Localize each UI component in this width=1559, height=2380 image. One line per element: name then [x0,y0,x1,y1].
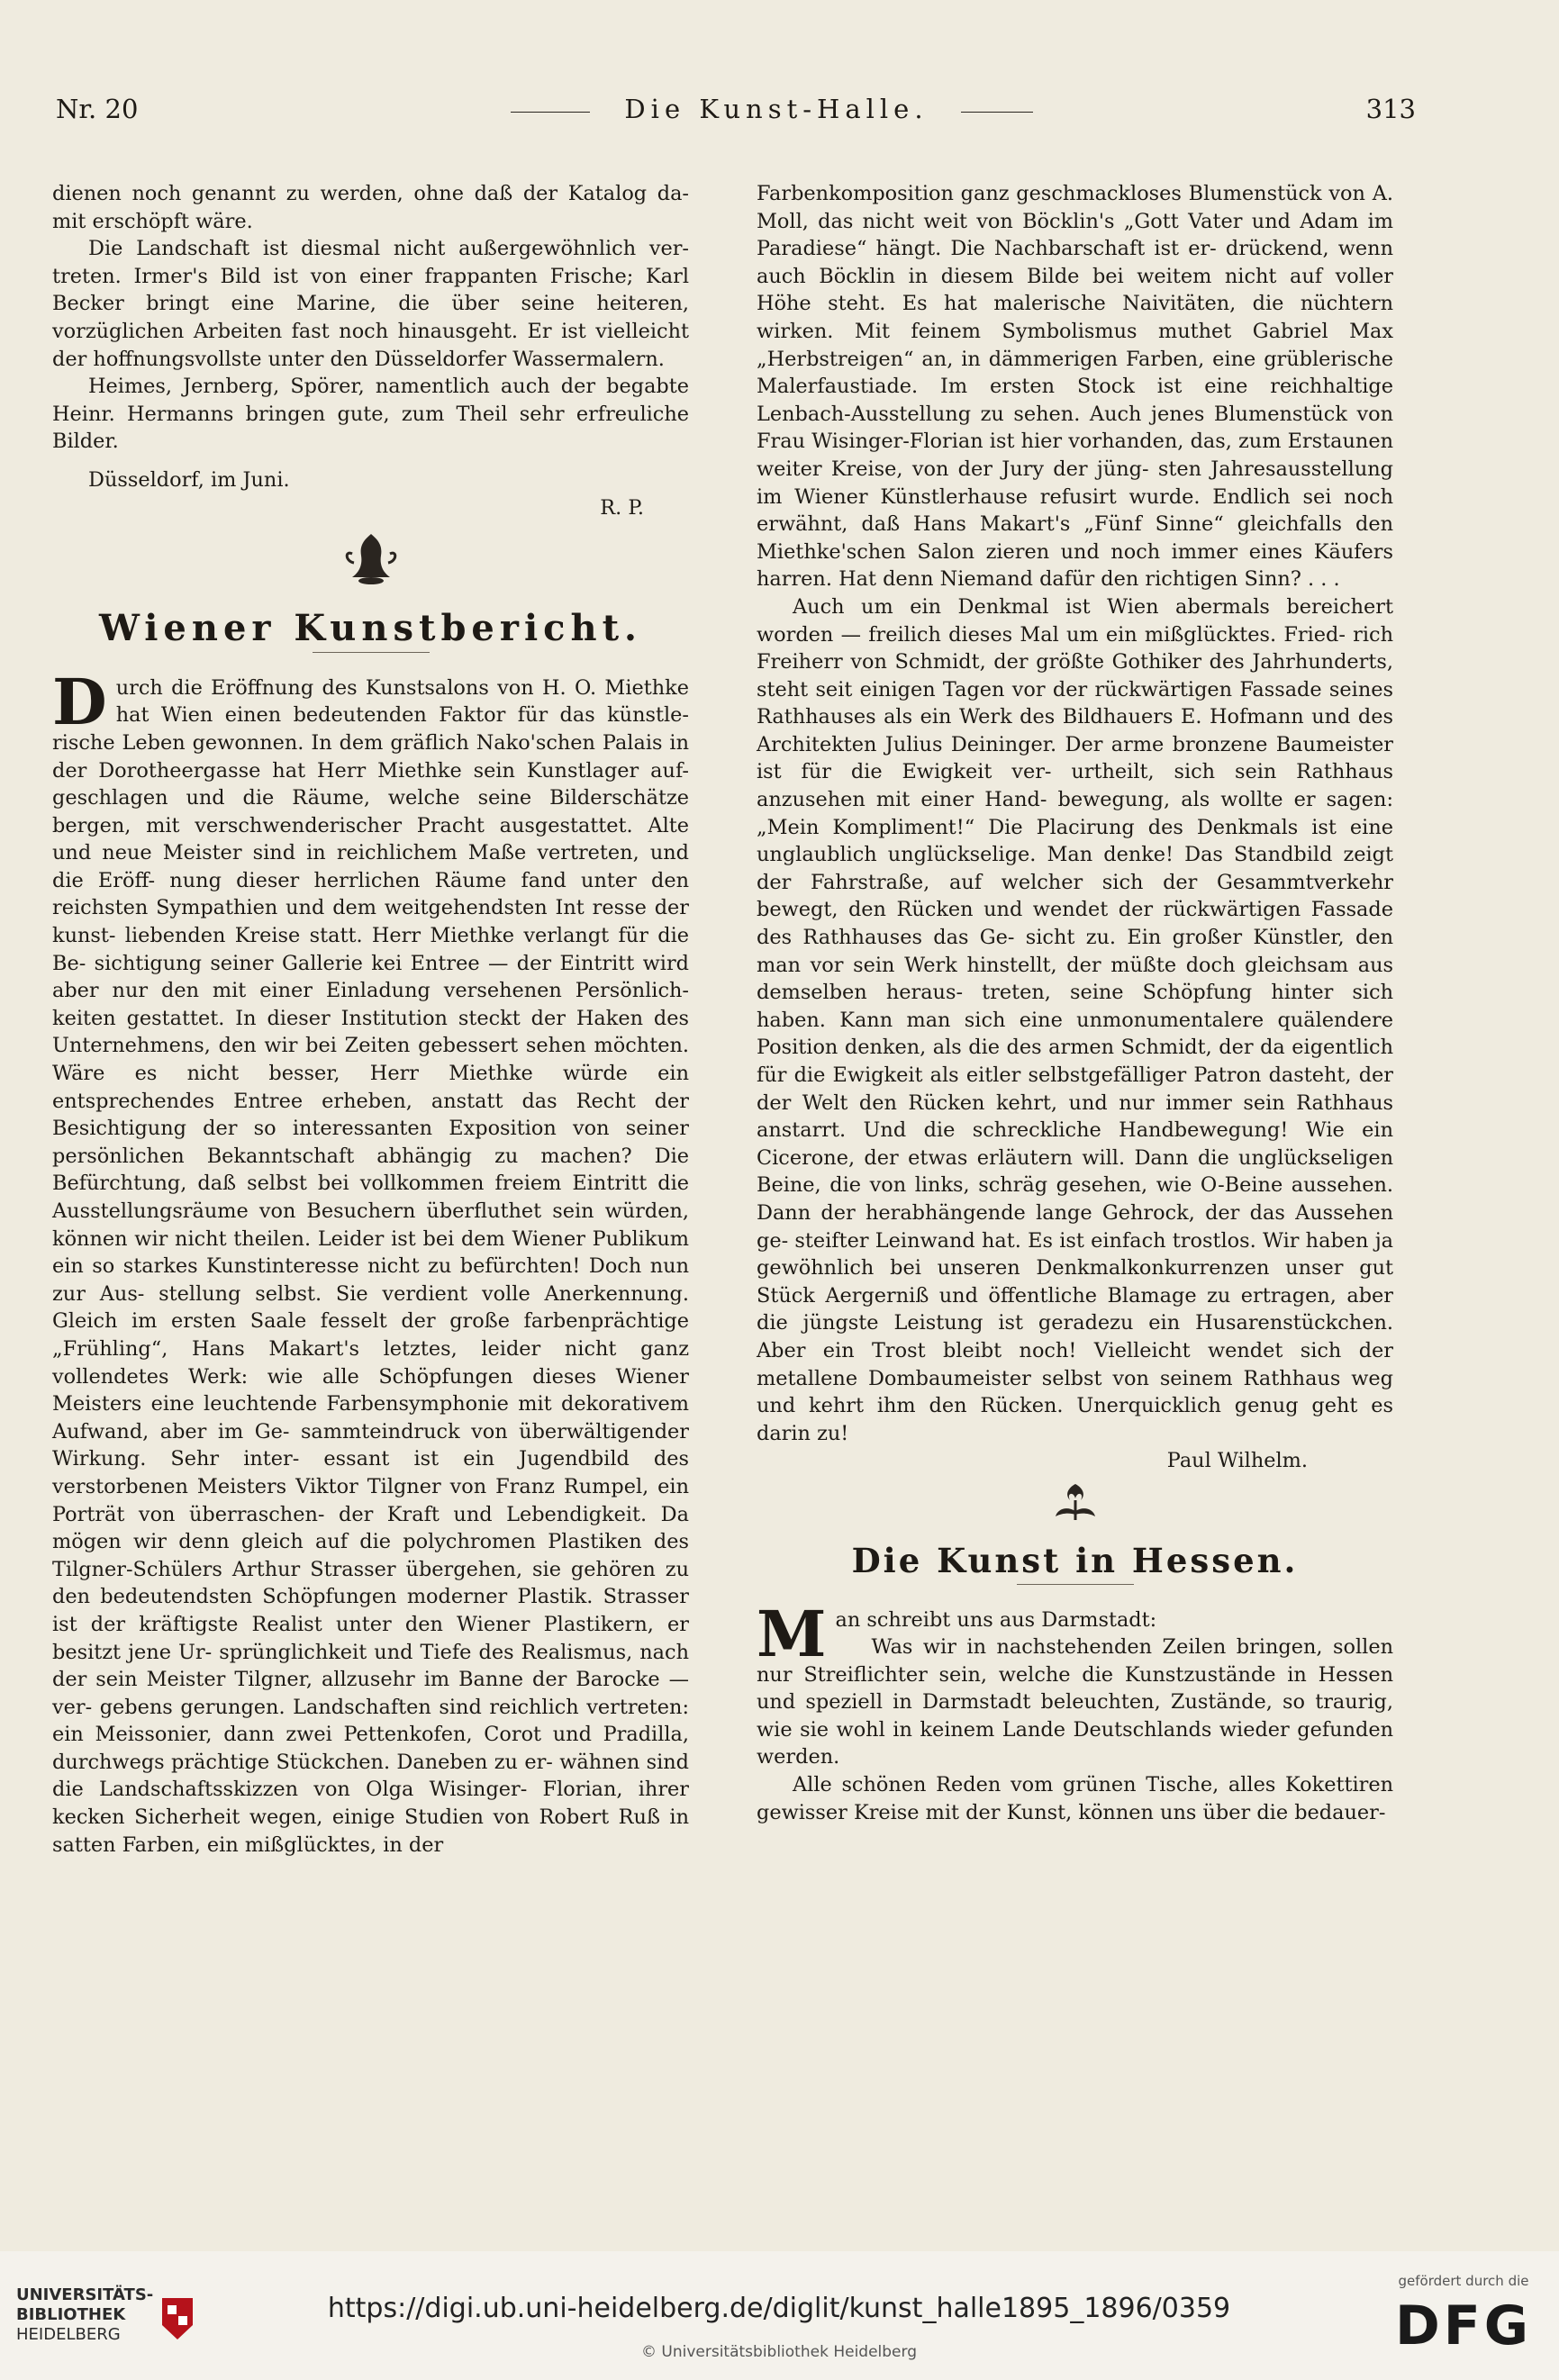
heading-rule [1017,1584,1134,1585]
paragraph: Farbenkomposition ganz geschmackloses Blumenstück von A. Moll, das nicht weit von Böcklin's „Gott Vater und Adam im Paradiese“ hängt. Die Nachbarschaft ist er- drückend, wenn auch Böcklin in diesem Bilde bei weitem nicht auf voller Höhe steht. Es hat malerische Naivitäten, die nüchtern wirken. Mit feinem Symbolismus muthet Gabriel Max „Herbstreigen“ an, in dämmerigen Farben, eine grüblerische Malerfaustiade. Im ersten Stock ist eine reichhaltige Lenbach-Ausstellung zu sehen. Auch jenes Blumenstück von Frau Wisinger-Florian ist hier vorhanden, das, zum Erstaunen weiter Kreise, von der Jury der jüng- sten Jahresausstellung im Wiener Künstlerhause refusirt wurde. Endlich sei noch erwähnt, daß Hans Makart's „Fünf Sinne“ gleichfalls den Miethke'schen Salon zieren und noch immer eines Käufers harren. Hat denn Niemand dafür den richtigen Sinn? . . . [757,182,1393,592]
flower-ornament [757,1480,1393,1533]
dfg-logo: DFG [1394,2294,1533,2357]
permalink-url[interactable]: https://digi.ub.uni-heidelberg.de/diglit/kunst_halle1895_1896/0359 [327,2293,1231,2324]
page-header [56,94,1416,130]
dateline: Düsseldorf, im Juni. [88,467,290,492]
funding-label: gefördert durch die [1398,2273,1529,2289]
article-paragraph [52,664,689,1860]
paragraph: Die Landschaft ist diesmal nicht außergewöhnlich ver- treten. Irmer's Bild ist von einer frappanten Frische; Karl Becker bringt eine Marine, die über seine heiteren, vorzüglichen Arbeiten fast noch hinausgeht. Er ist vielleicht der hoffnungsvollste unter den Düsseldorfer Wassermalern. [52,237,689,371]
issue-number: Nr. 20 [56,94,139,124]
drop-cap: D [52,664,107,739]
author-initials: R. P. [600,495,644,520]
paragraph: dienen noch genannt zu werden, ohne daß der Katalog da- mit erschöpft wäre. [52,182,689,233]
heading-rule [313,652,430,653]
header-rule-right [961,112,1033,113]
article-text: urch die Eröffnung des Kunstsalons von H. O. Miethke hat Wien einen bedeutenden Faktor für das künstle- rische Leben gewonnen. In dem gräflich Nako'schen Palais in der Dorotheergasse hat Herr Miethke sein Kunstlager auf- geschlagen und die Räume, welche seine Bilderschätze bergen, mit verschwenderischer Pracht ausgestattet. Alte und neue Meister sind in reichlichem Maße vertreten, und die Eröff- nung dieser herrlichen Räume fand unter den reichsten Sympathien und dem weitgehendsten Int resse der kunst- liebenden Kreise statt. Herr Miethke verlangt für die Be- sichtigung seiner Gallerie kei Entree — der Eintritt wird aber nur den mit einer Einladung versehenen Persönlich- keiten gestattet. In dieser Institution steckt der Haken des Unternehmens, den wir bei Zeiten gebessert sehen möchten. Wäre es nicht besser, Herr Miethke würde ein entsprechendes Entree erheben, anstatt das Recht der Besichtigung der so interessanten Exposition von seiner persönlichen Bekanntschaft abhängig zu machen? Die Befürchtung, daß selbst bei vollkommen freiem Eintritt die Ausstellungsräume von Besuchern überfluthet sein würden, können wir nicht theilen. Leider ist bei dem Wiener Publikum ein so starkes Kunstinteresse nicht zu befürchten! Doch nun zur Aus- stellung selbst. Sie verdient volle Anerkennung. Gleich im ersten Saale fesselt der große farbenprächtige „Frühling“, Hans Makart's letztes, leider nicht ganz vollendetes Werk: wie alle Schöpfungen dieses Wiener Meisters eine leuchtende Farbensymphonie mit dekorativem Aufwand, aber im Ge- sammteindruck von überwältigender Wirkung. Sehr inter- essant ist ein Jugendbild des verstorbenen Meisters Viktor Tilgner von Franz Rumpel, ein Porträt von überraschen- der Kraft und Lebendigkeit. Da mögen wir denn gleich auf die polychromen Plastiken des Tilgner-Schülers Arthur Strasser übergehen, sie gehören zu den bedeutendsten Schöpfungen moderner Plastik. Strasser ist der kräftigste Realist unter den Wiener Plastikern, er besitzt jene Ur- sprünglichkeit und Tiefe des Realismus, nach der sein Meister Tilgner, allzusehr im Banne der Barocke — ver- gebens gerungen. Landschaften sind reichlich vertreten: ein Meissonier, dann zwei Pettenkofen, Corot und Pradilla, durchwegs prächtige Stückchen. Daneben zu er- wähnen sind die Landschaftsskizzen von Olga Wisinger- Florian, ihrer kecken Sicherheit wegen, einige Studien von Robert Ruß in satten Farben, ein mißglücktes, in der [52,675,689,1857]
page-number: 313 [1365,94,1416,124]
digitization-footer [0,2251,1559,2380]
paragraph: Was wir in nachstehenden Zeilen bringen, sollen nur Streiflichter sein, welche die Kunstzustände in Hessen und speziell in Darmstadt beleuchten, Zustände, so traurig, wie sie wohl in keinem Lande Deutschlands wieder gefunden werden. [757,1635,1393,1769]
article-text: an schreibt uns aus Darmstadt: [835,1607,1157,1632]
section-heading-kunst-in-hessen: Die Kunst in Hessen. [851,1540,1299,1580]
library-mark-icon [162,2298,193,2339]
paragraph: Heimes, Jernberg, Spörer, namentlich auch der begabte Heinr. Hermanns bringen gute, zum Theil sehr erfreuliche Bilder. [52,375,689,454]
vase-ornament-icon [340,527,403,590]
left-column [52,180,689,1859]
vignette-ornament [52,527,689,592]
article-paragraph [757,1596,1393,1671]
paragraph: Alle schönen Reden vom grünen Tische, alles Kokettiren gewisser Kreise mit der Kunst, können uns über die bedauer- [757,1773,1393,1824]
library-name-line3: HEIDELBERG [16,2325,121,2344]
journal-title: Die Kunst-Halle. [624,94,929,124]
flower-ornament-icon [1048,1480,1102,1527]
drop-cap: M [757,1596,827,1671]
section-heading-wiener-kunstbericht: Wiener Kunstbericht. [99,607,642,650]
right-column [757,180,1393,1826]
copyright-notice: © Universitätsbibliothek Heidelberg [640,2343,917,2361]
paragraph: Auch um ein Denkmal ist Wien abermals bereichert worden — freilich dieses Mal um ein mißglücktes. Fried- rich Freiherr von Schmidt, der größte Gothiker des Jahrhunderts, steht seit einigen Tagen vor der rückwärtigen Fassade seines Rathhauses als ein Werk des Bildhauers E. Hofmann und des Architekten Julius Deininger. Der arme bronzene Baumeister ist für die Ewigkeit ver- urtheilt, sich sein Rathhaus anzusehen mit einer Hand- bewegung, als wollte er sagen: „Mein Kompliment!“ Die Placirung des Denkmals ist eine unglaublich unglückselige. Man denke! Das Standbild zeigt der Fahrstraße, auf welcher sich der Gesammtverkehr bewegt, den Rücken und wendet der rückwärtigen Fassade des Rathhauses das Ge- sicht zu. Ein großer Künstler, den man vor sein Werk hinstellt, der müßte doch gleichsam aus demselben heraus- treten, seine Schöpfung hinter sich haben. Kann man sich eine unmonumentalere quälendere Position denken, als die des armen Schmidt, der da eigentlich für die Ewigkeit als eitler selbstgefälliger Patron dasteht, der der Welt den Rücken kehrt, und nur immer sein Rathhaus anstarrt. Und die schreckliche Handbewegung! Wie ein Cicerone, der etwas erläutern will. Dann die unglückseligen Beine, die von links, schräg gesehen, wie O-Beine aussehen. Dann der herabhängende lange Gehrock, der das Aussehen ge- steifter Leinwand hat. Es ist einfach trostlos. Wir haben ja gewöhnlich bei unseren Denkmalkonkurrenzen unser gut Stück Aergerniß und öffentliche Blamage zu ertragen, aber die jüngste Leistung ist geradezu ein Husarenstückchen. Aber ein Trost bleibt noch! Vielleicht wendet sich der metallene Dombaumeister selbst von seinem Rathhaus weg und kehrt ihm den Rücken. Unerquicklich genug geht es darin zu! [757,594,1393,1445]
library-name-line1: UNIVERSITÄTS- [16,2285,154,2304]
library-name-line2: BIBLIOTHEK [16,2305,126,2324]
library-logo [16,2285,174,2345]
author-signature: Paul Wilhelm. [1166,1449,1308,1473]
